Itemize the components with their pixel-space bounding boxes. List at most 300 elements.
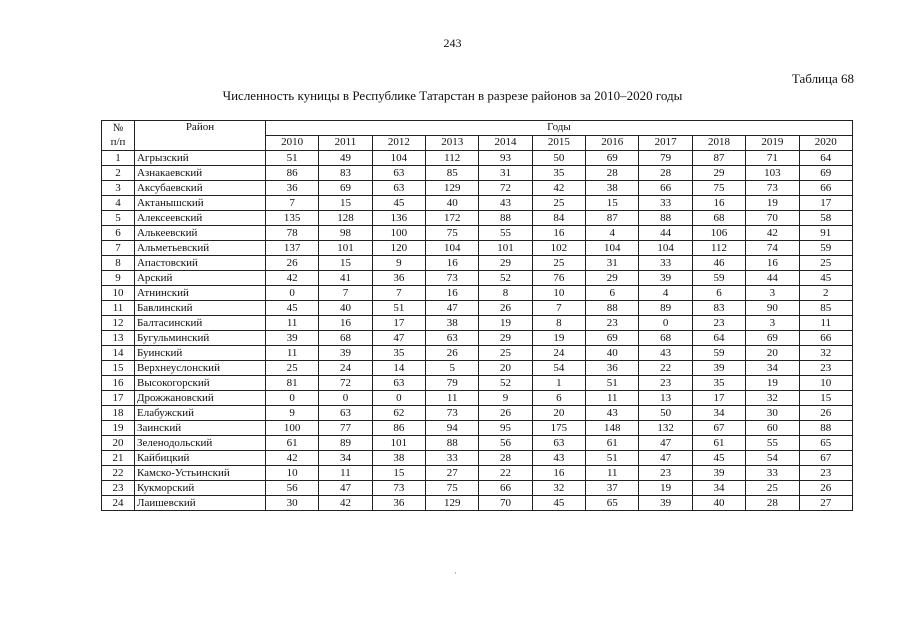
row-number: 23 <box>102 481 135 496</box>
population-value: 95 <box>479 421 532 436</box>
district-name: Дрожжановский <box>134 391 265 406</box>
year-header-2012: 2012 <box>372 136 425 151</box>
row-number: 20 <box>102 436 135 451</box>
table-row <box>102 271 853 286</box>
table-row <box>102 301 853 316</box>
district-name: Кукморский <box>134 481 265 496</box>
district-name: Верхнеуслонский <box>134 361 265 376</box>
population-value: 28 <box>639 166 692 181</box>
population-value: 7 <box>372 286 425 301</box>
population-value: 98 <box>319 226 372 241</box>
population-value: 33 <box>639 256 692 271</box>
population-value: 39 <box>265 331 318 346</box>
population-value: 39 <box>319 346 372 361</box>
population-value: 91 <box>799 226 852 241</box>
population-value: 78 <box>265 226 318 241</box>
population-value: 44 <box>746 271 799 286</box>
row-number: 21 <box>102 451 135 466</box>
table-row <box>102 421 853 436</box>
population-value: 26 <box>265 256 318 271</box>
year-header-2015: 2015 <box>532 136 585 151</box>
row-number: 13 <box>102 331 135 346</box>
population-value: 112 <box>426 151 479 166</box>
population-value: 26 <box>479 301 532 316</box>
population-value: 88 <box>639 211 692 226</box>
population-value: 32 <box>799 346 852 361</box>
population-value: 39 <box>639 271 692 286</box>
table-body <box>102 151 853 511</box>
year-header-2011: 2011 <box>319 136 372 151</box>
population-value: 79 <box>426 376 479 391</box>
population-value: 10 <box>799 376 852 391</box>
population-value: 40 <box>586 346 639 361</box>
row-number: 22 <box>102 466 135 481</box>
population-value: 7 <box>532 301 585 316</box>
population-value: 70 <box>746 211 799 226</box>
table-row <box>102 406 853 421</box>
population-value: 5 <box>426 361 479 376</box>
district-name: Зеленодольский <box>134 436 265 451</box>
population-value: 25 <box>265 361 318 376</box>
population-value: 33 <box>746 466 799 481</box>
population-value: 6 <box>532 391 585 406</box>
population-value: 41 <box>319 271 372 286</box>
population-value: 13 <box>639 391 692 406</box>
district-name: Елабужский <box>134 406 265 421</box>
population-value: 7 <box>265 196 318 211</box>
population-value: 64 <box>799 151 852 166</box>
population-value: 51 <box>586 451 639 466</box>
population-value: 11 <box>586 391 639 406</box>
scan-artifact <box>455 572 456 574</box>
population-value: 15 <box>319 256 372 271</box>
population-value: 63 <box>372 181 425 196</box>
population-value: 54 <box>532 361 585 376</box>
population-value: 100 <box>372 226 425 241</box>
district-name: Камско-Устьинский <box>134 466 265 481</box>
population-value: 29 <box>586 271 639 286</box>
table-row <box>102 181 853 196</box>
row-number: 14 <box>102 346 135 361</box>
population-value: 72 <box>319 376 372 391</box>
population-value: 106 <box>692 226 745 241</box>
year-header-2014: 2014 <box>479 136 532 151</box>
population-value: 88 <box>586 301 639 316</box>
population-value: 89 <box>639 301 692 316</box>
population-value: 87 <box>586 211 639 226</box>
population-value: 47 <box>372 331 425 346</box>
table-row <box>102 466 853 481</box>
population-value: 27 <box>426 466 479 481</box>
district-name: Кайбицкий <box>134 451 265 466</box>
population-value: 28 <box>479 451 532 466</box>
year-header-2019: 2019 <box>746 136 799 151</box>
population-value: 11 <box>319 466 372 481</box>
year-header-2016: 2016 <box>586 136 639 151</box>
population-value: 6 <box>586 286 639 301</box>
population-value: 75 <box>426 226 479 241</box>
population-value: 55 <box>479 226 532 241</box>
population-value: 19 <box>639 481 692 496</box>
population-value: 52 <box>479 376 532 391</box>
year-header-2017: 2017 <box>639 136 692 151</box>
population-value: 35 <box>692 376 745 391</box>
population-value: 9 <box>372 256 425 271</box>
population-value: 101 <box>479 241 532 256</box>
population-value: 175 <box>532 421 585 436</box>
population-value: 61 <box>586 436 639 451</box>
population-value: 63 <box>319 406 372 421</box>
district-name: Альметьевский <box>134 241 265 256</box>
district-name: Лаишевский <box>134 496 265 511</box>
population-value: 69 <box>799 166 852 181</box>
population-value: 23 <box>586 316 639 331</box>
population-value: 36 <box>265 181 318 196</box>
table-row <box>102 481 853 496</box>
row-number: 8 <box>102 256 135 271</box>
population-value: 71 <box>746 151 799 166</box>
table-row <box>102 226 853 241</box>
year-header-2020: 2020 <box>799 136 852 151</box>
population-value: 24 <box>319 361 372 376</box>
population-value: 11 <box>265 346 318 361</box>
population-value: 63 <box>426 331 479 346</box>
population-value: 66 <box>479 481 532 496</box>
population-value: 0 <box>639 316 692 331</box>
row-number: 9 <box>102 271 135 286</box>
population-value: 88 <box>426 436 479 451</box>
population-value: 11 <box>586 466 639 481</box>
population-value: 26 <box>479 406 532 421</box>
table-row <box>102 376 853 391</box>
district-name: Алексеевский <box>134 211 265 226</box>
year-header-2013: 2013 <box>426 136 479 151</box>
population-value: 39 <box>692 361 745 376</box>
population-value: 104 <box>639 241 692 256</box>
population-value: 33 <box>426 451 479 466</box>
population-value: 67 <box>799 451 852 466</box>
population-value: 172 <box>426 211 479 226</box>
population-value: 15 <box>372 466 425 481</box>
population-value: 88 <box>799 421 852 436</box>
population-value: 75 <box>692 181 745 196</box>
population-value: 72 <box>479 181 532 196</box>
population-value: 26 <box>426 346 479 361</box>
population-value: 49 <box>319 151 372 166</box>
population-value: 101 <box>319 241 372 256</box>
population-value: 50 <box>639 406 692 421</box>
years-group-header: Годы <box>265 121 852 136</box>
row-number: 11 <box>102 301 135 316</box>
population-value: 19 <box>532 331 585 346</box>
district-name: Буинский <box>134 346 265 361</box>
row-number: 6 <box>102 226 135 241</box>
population-value: 43 <box>479 196 532 211</box>
population-value: 93 <box>479 151 532 166</box>
population-value: 69 <box>746 331 799 346</box>
population-value: 34 <box>319 451 372 466</box>
population-value: 60 <box>746 421 799 436</box>
population-value: 120 <box>372 241 425 256</box>
population-value: 23 <box>692 316 745 331</box>
population-value: 88 <box>479 211 532 226</box>
row-number: 18 <box>102 406 135 421</box>
population-value: 45 <box>265 301 318 316</box>
table-row <box>102 316 853 331</box>
row-number: 12 <box>102 316 135 331</box>
population-value: 19 <box>746 196 799 211</box>
population-value: 23 <box>799 361 852 376</box>
population-value: 23 <box>639 466 692 481</box>
population-value: 69 <box>586 151 639 166</box>
population-value: 50 <box>532 151 585 166</box>
population-value: 65 <box>799 436 852 451</box>
population-value: 42 <box>532 181 585 196</box>
population-value: 100 <box>265 421 318 436</box>
population-value: 47 <box>426 301 479 316</box>
row-number: 5 <box>102 211 135 226</box>
district-name: Апастовский <box>134 256 265 271</box>
population-value: 34 <box>746 361 799 376</box>
population-value: 7 <box>319 286 372 301</box>
district-name: Заинский <box>134 421 265 436</box>
population-value: 30 <box>746 406 799 421</box>
population-value: 63 <box>372 376 425 391</box>
population-value: 9 <box>479 391 532 406</box>
population-value: 11 <box>799 316 852 331</box>
population-value: 58 <box>799 211 852 226</box>
population-value: 16 <box>532 226 585 241</box>
population-value: 30 <box>265 496 318 511</box>
population-value: 59 <box>692 346 745 361</box>
population-value: 20 <box>746 346 799 361</box>
population-value: 73 <box>372 481 425 496</box>
population-value: 22 <box>479 466 532 481</box>
number-header-line2: п/п <box>110 136 126 148</box>
population-value: 47 <box>639 451 692 466</box>
population-value: 23 <box>639 376 692 391</box>
population-value: 4 <box>639 286 692 301</box>
population-value: 3 <box>746 286 799 301</box>
population-value: 112 <box>692 241 745 256</box>
population-value: 19 <box>479 316 532 331</box>
district-name: Арский <box>134 271 265 286</box>
population-value: 15 <box>586 196 639 211</box>
population-value: 38 <box>586 181 639 196</box>
population-value: 137 <box>265 241 318 256</box>
population-value: 66 <box>639 181 692 196</box>
year-header-2010: 2010 <box>265 136 318 151</box>
population-value: 94 <box>426 421 479 436</box>
population-value: 26 <box>799 481 852 496</box>
population-value: 0 <box>265 391 318 406</box>
population-value: 45 <box>532 496 585 511</box>
district-name: Алькеевский <box>134 226 265 241</box>
population-value: 16 <box>426 256 479 271</box>
row-number: 10 <box>102 286 135 301</box>
population-value: 81 <box>265 376 318 391</box>
table-row <box>102 346 853 361</box>
population-value: 17 <box>372 316 425 331</box>
table-row <box>102 151 853 166</box>
population-value: 8 <box>479 286 532 301</box>
population-value: 59 <box>692 271 745 286</box>
row-number: 2 <box>102 166 135 181</box>
population-value: 87 <box>692 151 745 166</box>
population-value: 39 <box>639 496 692 511</box>
population-value: 85 <box>799 301 852 316</box>
population-value: 66 <box>799 331 852 346</box>
population-value: 43 <box>532 451 585 466</box>
population-value: 75 <box>426 481 479 496</box>
district-column-header: Район <box>134 121 265 151</box>
population-value: 77 <box>319 421 372 436</box>
row-number: 19 <box>102 421 135 436</box>
population-value: 42 <box>265 271 318 286</box>
population-value: 46 <box>692 256 745 271</box>
number-header-line1: № <box>112 122 124 134</box>
population-value: 135 <box>265 211 318 226</box>
population-value: 24 <box>532 346 585 361</box>
population-value: 25 <box>532 256 585 271</box>
population-value: 29 <box>479 256 532 271</box>
table-row <box>102 361 853 376</box>
population-value: 0 <box>319 391 372 406</box>
population-value: 62 <box>372 406 425 421</box>
population-value: 23 <box>799 466 852 481</box>
population-value: 1 <box>532 376 585 391</box>
population-value: 148 <box>586 421 639 436</box>
row-number: 16 <box>102 376 135 391</box>
population-value: 45 <box>692 451 745 466</box>
population-value: 47 <box>639 436 692 451</box>
population-value: 10 <box>265 466 318 481</box>
population-value: 34 <box>692 406 745 421</box>
population-value: 52 <box>479 271 532 286</box>
population-value: 34 <box>692 481 745 496</box>
population-value: 45 <box>799 271 852 286</box>
population-value: 86 <box>372 421 425 436</box>
district-name: Агрызский <box>134 151 265 166</box>
population-value: 14 <box>372 361 425 376</box>
population-value: 42 <box>265 451 318 466</box>
table-row <box>102 496 853 511</box>
population-value: 69 <box>319 181 372 196</box>
row-number: 3 <box>102 181 135 196</box>
population-value: 2 <box>799 286 852 301</box>
population-value: 11 <box>265 316 318 331</box>
number-column-header <box>102 121 135 151</box>
page-number: 243 <box>443 36 462 50</box>
population-value: 51 <box>372 301 425 316</box>
population-value: 43 <box>639 346 692 361</box>
population-value: 68 <box>692 211 745 226</box>
population-value: 29 <box>692 166 745 181</box>
population-value: 103 <box>746 166 799 181</box>
population-value: 16 <box>319 316 372 331</box>
population-value: 35 <box>532 166 585 181</box>
population-value: 20 <box>532 406 585 421</box>
population-value: 16 <box>426 286 479 301</box>
population-value: 6 <box>692 286 745 301</box>
population-value: 61 <box>265 436 318 451</box>
population-value: 9 <box>265 406 318 421</box>
population-value: 67 <box>692 421 745 436</box>
population-value: 15 <box>799 391 852 406</box>
population-value: 73 <box>746 181 799 196</box>
table-row <box>102 166 853 181</box>
population-value: 11 <box>426 391 479 406</box>
population-value: 25 <box>799 256 852 271</box>
population-value: 59 <box>799 241 852 256</box>
population-value: 40 <box>319 301 372 316</box>
population-value: 129 <box>426 181 479 196</box>
population-value: 128 <box>319 211 372 226</box>
table-label: Таблица 68 <box>791 71 854 86</box>
population-value: 37 <box>586 481 639 496</box>
header-row-top <box>102 121 853 136</box>
population-value: 43 <box>586 406 639 421</box>
table-row <box>102 436 853 451</box>
population-value: 39 <box>692 466 745 481</box>
population-value: 54 <box>746 451 799 466</box>
population-value: 61 <box>692 436 745 451</box>
population-value: 25 <box>746 481 799 496</box>
population-value: 0 <box>265 286 318 301</box>
table-row <box>102 391 853 406</box>
population-value: 28 <box>586 166 639 181</box>
population-value: 40 <box>426 196 479 211</box>
population-value: 104 <box>586 241 639 256</box>
population-value: 86 <box>265 166 318 181</box>
population-value: 90 <box>746 301 799 316</box>
population-value: 33 <box>639 196 692 211</box>
district-name: Высокогорский <box>134 376 265 391</box>
population-value: 36 <box>586 361 639 376</box>
population-value: 0 <box>372 391 425 406</box>
table-row <box>102 331 853 346</box>
population-value: 64 <box>692 331 745 346</box>
population-value: 10 <box>532 286 585 301</box>
population-value: 32 <box>746 391 799 406</box>
marten-population-table <box>101 120 853 511</box>
population-value: 42 <box>746 226 799 241</box>
population-value: 26 <box>799 406 852 421</box>
population-value: 45 <box>372 196 425 211</box>
population-value: 73 <box>426 406 479 421</box>
population-value: 129 <box>426 496 479 511</box>
district-name: Актанышский <box>134 196 265 211</box>
population-value: 8 <box>532 316 585 331</box>
table-row <box>102 196 853 211</box>
district-name: Атнинский <box>134 286 265 301</box>
population-value: 38 <box>372 451 425 466</box>
population-value: 17 <box>799 196 852 211</box>
population-value: 19 <box>746 376 799 391</box>
population-value: 35 <box>372 346 425 361</box>
population-value: 74 <box>746 241 799 256</box>
row-number: 24 <box>102 496 135 511</box>
table-title: Численность куницы в Республике Татарстан в разрезе районов за 2010–2020 годы <box>222 88 683 103</box>
table-row <box>102 211 853 226</box>
population-value: 51 <box>265 151 318 166</box>
population-value: 16 <box>692 196 745 211</box>
population-value: 22 <box>639 361 692 376</box>
population-value: 68 <box>319 331 372 346</box>
population-value: 42 <box>319 496 372 511</box>
row-number: 4 <box>102 196 135 211</box>
population-value: 79 <box>639 151 692 166</box>
